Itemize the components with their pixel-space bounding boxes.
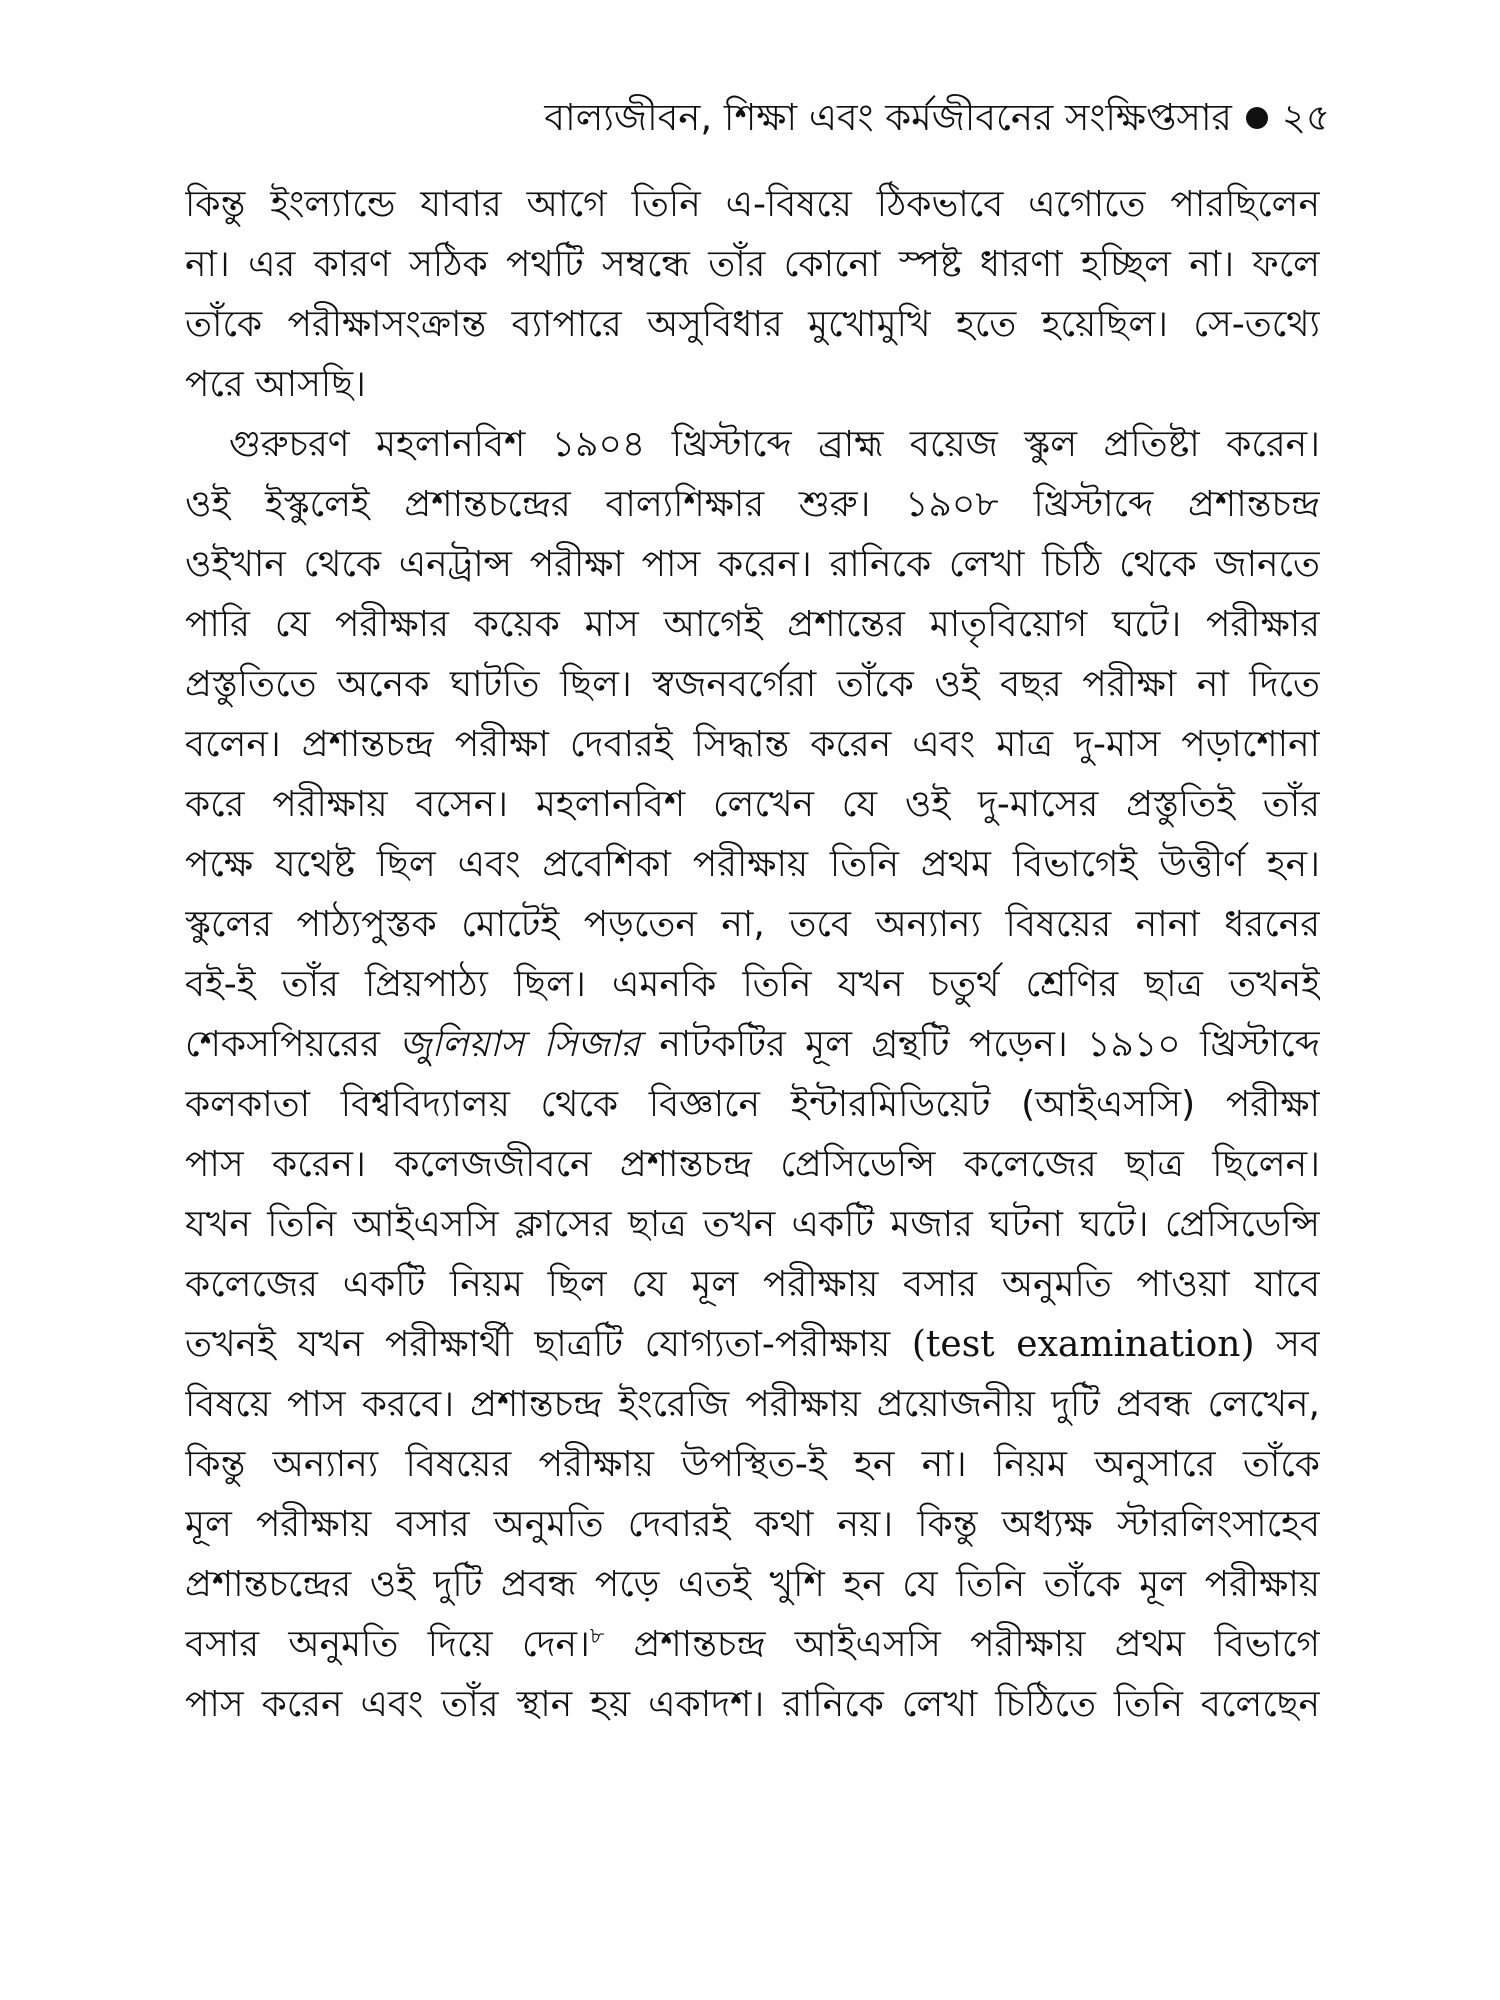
english-term: (test examination) <box>911 1324 1255 1365</box>
text-line: কলেজের একটি নিয়ম ছিল যে মূল পরীক্ষায় বসার অনুমতি পাওয়া যাবে <box>185 1264 1320 1305</box>
text-line: প্রস্তুতিতে অনেক ঘাটতি ছিল। স্বজনবর্গেরা তাঁকে ওই বছর পরীক্ষা না দিতে <box>185 664 1320 705</box>
text-line: পারি যে পরীক্ষার কয়েক মাস আগেই প্রশান্তের মাতৃবিয়োগ ঘটে। পরীক্ষার <box>185 604 1320 645</box>
running-header <box>544 96 1330 140</box>
text-line: কিন্তু অন্যান্য বিষয়ের পরীক্ষায় উপস্থিত-ই হন না। নিয়ম অনুসারে তাঁকে <box>185 1444 1320 1485</box>
text-line <box>185 1615 1320 1675</box>
text-line: পাস করেন। কলেজজীবনে প্রশান্তচন্দ্র প্রেসিডেন্সি কলেজের ছাত্র ছিলেন। <box>185 1144 1320 1185</box>
text-line: কিন্তু ইংল্যান্ডে যাবার আগে তিনি এ-বিষয়ে ঠিকভাবে এগোতে পারছিলেন <box>185 184 1320 225</box>
text-line: পক্ষে যথেষ্ট ছিল এবং প্রবেশিকা পরীক্ষায় তিনি প্রথম বিভাগেই উত্তীর্ণ হন। <box>185 844 1320 885</box>
text-run: নাটকটির মূল গ্রন্থটি পড়েন। ১৯১০ খ্রিস্টাব্দে <box>639 1024 1320 1065</box>
text-line: বলেন। প্রশান্তচন্দ্র পরীক্ষা দেবারই সিদ্ধান্ত করেন এবং মাত্র দু-মাস পড়াশোনা <box>185 724 1320 765</box>
italic-title: জুলিয়াস সিজার <box>399 1024 640 1065</box>
text-run: সব <box>1254 1324 1320 1365</box>
chapter-title: বাল্যজীবন, শিক্ষা এবং কর্মজীবনের সংক্ষিপ্তসার <box>544 96 1232 139</box>
bullet-separator <box>1246 107 1268 129</box>
page-number: ২৫ <box>1281 96 1330 139</box>
text-line: স্কুলের পাঠ্যপুস্তক মোটেই পড়তেন না, তবে অন্যান্য বিষয়ের নানা ধরনের <box>185 904 1320 945</box>
text-run: শেকসপিয়রের <box>185 1024 400 1065</box>
text-line <box>185 1015 1320 1075</box>
paragraph-first-line: গুরুচরণ মহলানবিশ ১৯০৪ খ্রিস্টাব্দে ব্রাহ্ম বয়েজ স্কুল প্রতিষ্টা করেন। <box>229 424 1320 465</box>
text-line: যখন তিনি আইএসসি ক্লাসের ছাত্র তখন একটি মজার ঘটনা ঘটে। প্রেসিডেন্সি <box>185 1204 1320 1245</box>
text-run: প্রশান্তচন্দ্র আইএসসি পরীক্ষায় প্রথম বিভাগে <box>604 1624 1320 1665</box>
text-line: না। এর কারণ সঠিক পথটি সম্বন্ধে তাঁর কোনো স্পষ্ট ধারণা হচ্ছিল না। ফলে <box>185 244 1320 285</box>
text-line: তাঁকে পরীক্ষাসংক্রান্ত ব্যাপারে অসুবিধার মুখোমুখি হতে হয়েছিল। সে-তথ্যে <box>185 304 1320 345</box>
text-line <box>185 1315 1320 1375</box>
text-line: বিষয়ে পাস করবে। প্রশান্তচন্দ্র ইংরেজি পরীক্ষায় প্রয়োজনীয় দুটি প্রবন্ধ লেখেন, <box>185 1384 1320 1425</box>
text-line: মূল পরীক্ষায় বসার অনুমতি দেবারই কথা নয়। কিন্তু অধ্যক্ষ স্টারলিংসাহেব <box>185 1504 1320 1545</box>
text-line: কলকাতা বিশ্ববিদ্যালয় থেকে বিজ্ঞানে ইন্টারমিডিয়েট (আইএসসি) পরীক্ষা <box>185 1084 1320 1125</box>
footnote-marker: ৮ <box>589 1624 605 1649</box>
text-line: বই-ই তাঁর প্রিয়পাঠ্য ছিল। এমনকি তিনি যখন চতুর্থ শ্রেণির ছাত্র তখনই <box>185 964 1320 1005</box>
text-run: বসার অনুমতি দিয়ে দেন। <box>185 1624 590 1665</box>
text-line: ওই ইস্কুলেই প্রশান্তচন্দ্রের বাল্যশিক্ষার শুরু। ১৯০৮ খ্রিস্টাব্দে প্রশান্তচন্দ্র <box>185 484 1320 525</box>
text-line: প্রশান্তচন্দ্রের ওই দুটি প্রবন্ধ পড়ে এতই খুশি হন যে তিনি তাঁকে মূল পরীক্ষায় <box>185 1564 1320 1605</box>
body-text <box>185 175 1320 1735</box>
text-line: ওইখান থেকে এনট্রান্স পরীক্ষা পাস করেন। রানিকে লেখা চিঠি থেকে জানতে <box>185 544 1320 585</box>
text-line: করে পরীক্ষায় বসেন। মহলানবিশ লেখেন যে ওই দু-মাসের প্রস্তুতিই তাঁর <box>185 784 1320 825</box>
text-run: তখনই যখন পরীক্ষার্থী ছাত্রটি যোগ্যতা-পরীক্ষায় <box>185 1324 912 1365</box>
text-line: পাস করেন এবং তাঁর স্থান হয় একাদশ। রানিকে লেখা চিঠিতে তিনি বলেছেন <box>185 1684 1320 1725</box>
text-line: পরে আসছি। <box>185 364 366 405</box>
